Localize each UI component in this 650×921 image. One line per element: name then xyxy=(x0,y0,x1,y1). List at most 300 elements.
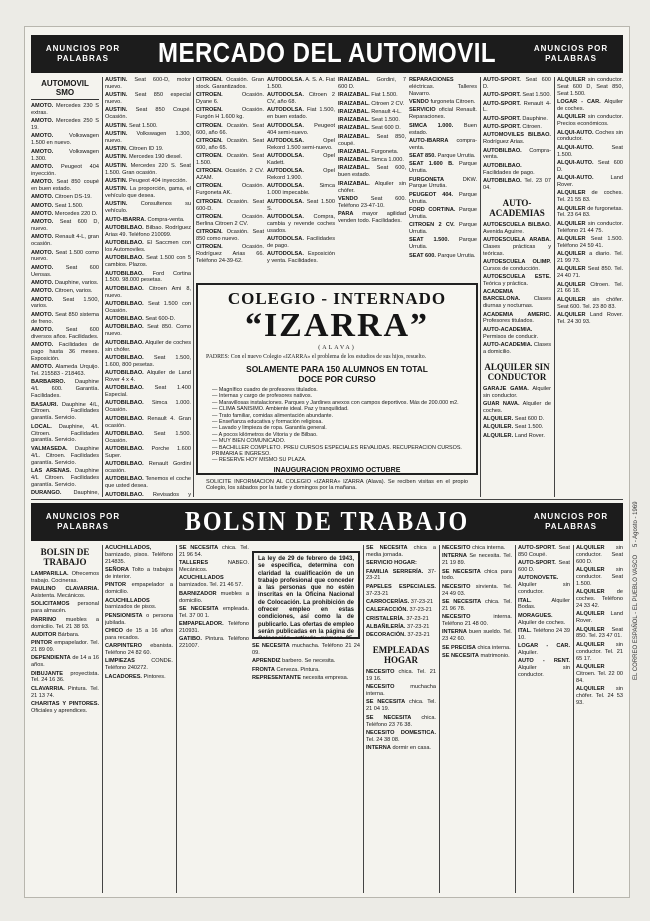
ad-keyword: CITROEN. xyxy=(196,122,223,129)
ad-text: Tolto a trabajos de interior. xyxy=(105,567,173,581)
classified-ad xyxy=(31,571,99,585)
ad-text: proyectista. Tel. 24 16 36. xyxy=(31,670,99,684)
ad-text: Clases a domicilio. xyxy=(483,341,551,355)
ad-keyword: AUTOESCUELA ARABA. xyxy=(483,236,551,243)
ad-keyword: ACADEMIA BARCELONA. xyxy=(483,289,521,303)
ad-keyword: AUTOBILBAO. xyxy=(105,285,144,292)
ad-text: Seat 600. Teléfono 23-47-10. xyxy=(338,195,406,209)
ad-keyword: ACUCHILLADOS xyxy=(179,575,224,582)
ad-text: Seat 1.500. xyxy=(54,202,84,209)
classified-ad xyxy=(31,446,99,467)
classified-ad xyxy=(338,92,406,99)
ad-text: Seat 850, coupé. xyxy=(338,133,406,147)
classified-ad xyxy=(409,177,477,191)
ad-text: Land Rover. xyxy=(557,175,623,189)
banner-side-text: PALABRAS xyxy=(57,54,109,63)
classified-ad xyxy=(442,614,512,628)
banner-side-text: ANUNCIOS POR xyxy=(533,512,609,521)
ley-notice-box: La ley de 29 de febrero de 1943, se especifica, determina con claridad la cualificación de un trabajo profesional que conceder a las personas que no estén inscritas en la Oficina Nacional de Colocación. La prohibición de ofrecer empleo en estas condiciones, así como la de publicarlo. Las ofertas de empleo serán publicadas en la página de xyxy=(252,551,360,639)
banner-side-text: ANUNCIOS POR xyxy=(533,44,609,53)
ad-keyword: SEAT 1.500. xyxy=(409,237,449,244)
classified-ad xyxy=(338,149,406,156)
ad-text: Seat 850 especial nuevo. xyxy=(105,92,191,106)
classified-ad xyxy=(366,569,436,583)
ad-region: (ALAVA) xyxy=(318,345,356,351)
ad-keyword: AMOTO. xyxy=(31,249,54,256)
ad-keyword: ALQUILER xyxy=(557,190,586,197)
ad-text: Seat 1.500. Teléfono 24 59 41. xyxy=(557,235,623,249)
classified-ad xyxy=(196,229,264,243)
ad-keyword: IRAIZABAL. xyxy=(338,125,370,132)
classified-ad xyxy=(557,266,623,280)
classified-ad xyxy=(31,617,99,631)
ad-text: Seat 850 Coupé. Ocasión. xyxy=(105,107,191,121)
colegio-izarra-ad xyxy=(196,283,478,492)
classified-ad xyxy=(576,664,623,685)
ad-text: Mercedes 230 S extras. xyxy=(31,103,99,116)
ad-text: Fiat 1.500, en buen estado. xyxy=(267,107,335,121)
ad-keyword: ALQUILER xyxy=(557,296,586,303)
ad-keyword: APRENDIZ xyxy=(252,658,281,665)
classified-ad xyxy=(338,157,406,164)
classified-ad xyxy=(442,653,512,660)
classified-ad xyxy=(105,582,173,596)
ad-text: Clases prácticas y teóricas. xyxy=(483,243,551,257)
ad-keyword: ALQUILER. xyxy=(483,432,514,439)
classified-ad xyxy=(31,671,99,685)
ad-text: 37-23-21 xyxy=(406,615,429,622)
classified-ad xyxy=(105,674,173,681)
ad-text: Land Rover. xyxy=(576,611,623,625)
classified-ad xyxy=(105,340,191,354)
classified-ad xyxy=(366,730,436,744)
classified-ad xyxy=(483,401,551,415)
classified-ad xyxy=(366,669,436,683)
classified-ad xyxy=(366,584,436,598)
classified-ad xyxy=(196,214,264,228)
ad-keyword: ALQUILER xyxy=(576,641,605,648)
ad-keyword: AUTODOLSA. xyxy=(267,122,304,129)
ad-keyword: MORAGUES. xyxy=(518,612,553,619)
classified-ad xyxy=(31,586,99,600)
ad-text: Revisados y xyxy=(152,491,191,497)
ad-keyword: ALQUILER. xyxy=(483,416,514,423)
ad-text: necesita empresa. xyxy=(302,674,349,681)
ad-keyword: ALQUI-AUTO. xyxy=(557,144,594,151)
classified-ad xyxy=(31,280,99,287)
ad-keyword: AUTODOLSA. xyxy=(267,77,304,83)
ad-feature: — A pocos kilómetros de Vitoria y de Bilbao. xyxy=(212,432,468,438)
classified-ad xyxy=(196,138,264,152)
classified-ad xyxy=(31,490,99,497)
ad-feature: — BACHILLER COMPLETO. PREU CURSOS ESPECIALES REVALIDAS. RECUPERACION CURSOS. PRIMARIA E INGRESO. xyxy=(212,445,468,458)
classified-ad xyxy=(105,255,191,269)
classified-ad xyxy=(366,607,436,614)
ad-text: barnizados de pisos. xyxy=(105,604,157,611)
ad-text: Seat 600 D, nuevo. xyxy=(31,219,99,233)
ad-keyword: SE PRECISA xyxy=(442,644,476,651)
ad-keyword: AMOTO. xyxy=(31,364,54,371)
classified-ad xyxy=(483,77,551,91)
ad-text: Seat 850. Tel. 24 40 71. xyxy=(557,266,623,280)
ad-keyword: REPRESENTANTE xyxy=(252,674,302,681)
ad-keyword: ITAL. xyxy=(518,597,532,604)
classified-ad xyxy=(31,424,99,445)
ad-text: Dauphine, 4/L Citroen. Facilidades garantía. Servicio. xyxy=(31,423,99,444)
ad-text: Alquiler de coches sin chófer. xyxy=(105,339,191,353)
classified-ad xyxy=(105,301,191,315)
ad-keyword: SEAT 1.600 B. xyxy=(409,161,454,168)
classified-ad xyxy=(409,107,477,121)
ad-text: 37-23-21 xyxy=(409,607,432,614)
ad-text: Alquiler de Land Rover 4 x 4. xyxy=(105,370,191,383)
classified-ad xyxy=(105,286,191,300)
classified-ad xyxy=(483,259,551,273)
classified-ad xyxy=(267,168,335,182)
ad-keyword: PAULINO CLAVARRIA. xyxy=(31,586,99,593)
side-caption-date: 5 - Agosto - 1969 xyxy=(633,501,639,548)
ad-column xyxy=(409,77,477,279)
ad-text: Seat 850 Coupé. xyxy=(518,545,570,558)
ad-keyword: TALLERES xyxy=(179,560,209,567)
classified-ad xyxy=(267,183,335,197)
ad-text: Exposición y venta. Facilidades. xyxy=(267,251,335,265)
classified-ad xyxy=(557,99,623,113)
ad-text: Alquiler sin conductor. xyxy=(518,582,570,596)
classified-ad xyxy=(338,196,406,210)
classified-ad xyxy=(179,621,249,635)
ad-feature: — Internas y cargo de profesores nativos. xyxy=(212,393,468,399)
ad-text: Citroen ID 19. xyxy=(128,146,164,153)
ad-text: compra-venta. xyxy=(409,137,477,151)
ad-keyword: LAS ARENAS. xyxy=(31,467,72,474)
ad-text: Ocasión. Seat 600-D. xyxy=(196,198,264,212)
classified-ad xyxy=(483,237,551,258)
ad-keyword: AUSTIN. xyxy=(105,154,128,161)
ad-text: Renault 4-L, gran ocasión. xyxy=(31,234,99,248)
ad-text: Peugeot 404 inyección. xyxy=(128,177,188,184)
classified-ad xyxy=(483,433,551,440)
classified-ad xyxy=(267,92,335,106)
classified-ad xyxy=(31,288,99,295)
ad-keyword: AUTOBILBAO. xyxy=(105,354,144,361)
ad-text: Land Rover. xyxy=(514,432,545,439)
classified-ad xyxy=(105,658,173,672)
ad-text: Mercedes 220 S. Seat 1.500. Gran ocasión. xyxy=(105,162,191,176)
ad-keyword: AMOTO. xyxy=(31,264,54,271)
ad-text: Citroen Ami 8, nuevo. xyxy=(105,285,191,299)
classified-ad xyxy=(105,201,191,215)
classified-ad xyxy=(483,312,551,326)
ad-keyword: AUTOMOVILES BILBAO. xyxy=(483,132,551,139)
ad-keyword: AUTODOLSA. xyxy=(267,168,304,175)
ad-keyword: CHARITAS Y PINTORES. xyxy=(31,700,99,707)
ad-text: Parque Urrutia. xyxy=(409,222,477,236)
banner-side-right xyxy=(519,44,623,64)
ad-column xyxy=(196,77,264,279)
ad-keyword: REPARACIONES xyxy=(409,77,454,83)
ad-text: 37-23-21 xyxy=(366,590,389,597)
classified-ad xyxy=(557,114,623,128)
classified-ad xyxy=(576,545,623,566)
ad-text: Seat 850 sistema de freno. xyxy=(31,311,99,325)
ad-text: oficial Renault. Reparaciones. xyxy=(409,107,477,121)
ad-keyword: SE NECESITA xyxy=(179,605,219,612)
banner-side-text: ANUNCIOS POR xyxy=(45,44,121,53)
classified-ad xyxy=(31,149,99,163)
ad-keyword: CITROEN. xyxy=(196,244,223,251)
ad-keyword: ALQUILER xyxy=(576,626,605,633)
ad-text: Coches sin conductor. xyxy=(557,129,623,143)
ad-keyword: PINTOR xyxy=(31,640,53,647)
classified-ad xyxy=(105,271,191,285)
banner-side-right xyxy=(519,512,623,532)
banner-side-text: ANUNCIOS POR xyxy=(45,512,121,521)
ad-keyword: AUSTIN. xyxy=(105,177,128,184)
ad-keyword: AUTOBILBAO. xyxy=(105,461,144,468)
classified-ad xyxy=(409,161,477,175)
classified-ad xyxy=(576,567,623,588)
classified-ad xyxy=(31,211,99,218)
classified-ad xyxy=(105,77,191,91)
ad-text: de coches. Tel. 21 55 83. xyxy=(557,190,623,204)
classified-ad xyxy=(31,312,99,326)
classified-ad xyxy=(179,545,249,559)
classified-ad xyxy=(483,163,551,177)
ad-text: Ford Cortina 1.500. 98.000 pesetas. xyxy=(105,270,191,284)
ad-keyword: AUTODOLSA. xyxy=(267,137,304,144)
ad-text: Opel Rekord 1.500 semi-nuevo. xyxy=(267,137,335,151)
classified-ad xyxy=(179,606,249,620)
ad-keyword: CHICO xyxy=(105,627,124,634)
column-header: AUTOMOVIL SMO xyxy=(31,79,99,100)
classified-ad xyxy=(409,192,477,206)
ad-inauguracion: INAUGURACION PROXIMO OCTUBRE xyxy=(273,466,401,474)
ad-keyword: AMOTO. xyxy=(31,342,54,349)
classified-ad xyxy=(105,186,191,200)
classified-ad xyxy=(31,234,99,248)
ad-keyword: AUTOBILBAO. xyxy=(105,491,144,497)
classified-ad xyxy=(105,123,191,130)
ad-text: sin conductor. Teléfono 21 44 75. xyxy=(557,220,623,234)
classified-ad xyxy=(31,701,99,715)
ad-title: COLEGIO - INTERNADO xyxy=(227,289,447,308)
ad-keyword: AUTOBILBAO. xyxy=(105,415,144,422)
ad-keyword: SE NECESITA xyxy=(366,699,406,706)
classified-ad xyxy=(557,175,623,189)
classified-ad xyxy=(105,545,173,566)
ad-name: “IZARRA” xyxy=(244,307,430,344)
ad-text: Alquiler sin conductor. xyxy=(483,385,551,399)
ad-keyword: CARROCERÍAS. xyxy=(366,598,410,605)
ad-text: Seat 1.500 con 5 cambios. Plazos. xyxy=(105,255,191,269)
ad-text: Facilidades de pago. xyxy=(267,235,335,249)
ad-text: Ocasión. Seat 850 como nuevo. xyxy=(196,229,264,242)
classified-ad xyxy=(196,92,264,106)
ad-keyword: ALQUILER xyxy=(557,281,586,288)
ad-keyword: AUTO-SPORT. xyxy=(483,100,521,107)
ad-text: Seat 600 D. xyxy=(518,560,570,574)
ad-text: sirvienta. Tel. 24 49 03. xyxy=(442,583,512,597)
classified-ad xyxy=(409,138,477,152)
ad-text: sin conductor. Seat 600 D, Seat 850, Seat 1.500. xyxy=(557,77,623,97)
ad-text: Compra, cambia y revende coches usados. xyxy=(267,213,335,234)
ad-text: 37-23-21 xyxy=(410,598,434,605)
ad-text: Dauphine, xyxy=(73,489,99,496)
ad-keyword: CITROEN. xyxy=(196,107,223,114)
classified-ad xyxy=(366,699,436,713)
ad-keyword: NECESITO xyxy=(442,583,471,590)
classified-ad xyxy=(196,168,264,182)
ad-feature-list xyxy=(206,387,468,464)
ad-text: Simca 1.000. xyxy=(371,157,404,164)
ad-keyword: AUTO-IBARRA xyxy=(409,137,449,144)
classified-ad xyxy=(31,250,99,264)
section-banner-trabajo xyxy=(31,503,623,541)
classified-ad xyxy=(179,575,249,589)
classified-ad xyxy=(31,164,99,178)
classified-ad xyxy=(196,77,264,91)
ad-text: muebles a domicilio. xyxy=(179,590,249,604)
ad-text: 37-23-21 xyxy=(407,632,430,639)
ad-keyword: AUTOESCUELA BILBAO. xyxy=(483,221,551,228)
classified-ad xyxy=(105,385,191,399)
classified-ad xyxy=(557,160,623,174)
ad-keyword: AUTO-SPORT. xyxy=(518,545,556,551)
classified-ad xyxy=(366,684,436,698)
ad-text: Ocasión. Furgoneta AK. xyxy=(196,183,264,197)
classified-ad xyxy=(409,222,477,236)
classified-ad xyxy=(196,123,264,137)
ad-text: Parque Urrutia. xyxy=(409,206,477,220)
ad-text: Parque Urrutia. xyxy=(409,191,477,205)
classified-ad xyxy=(179,560,249,574)
ad-keyword: AUTOBILBAO. xyxy=(105,430,144,437)
classified-ad xyxy=(366,745,436,752)
classified-ad xyxy=(105,225,191,239)
ad-text: de coches. Teléfono 24 33 42. xyxy=(576,589,623,610)
ad-column xyxy=(31,77,99,497)
column-section-header: AUTO-ACADEMIAS xyxy=(489,197,545,218)
ad-text: Ofrecemos trabajo. Cocineras. xyxy=(31,571,99,584)
ad-keyword: CITROEN 2 CV. xyxy=(409,222,455,229)
ad-keyword: AUTOBILBAO. xyxy=(483,147,522,154)
ad-keyword: CITROEN. xyxy=(196,137,223,144)
classified-ad xyxy=(483,92,551,99)
ad-keyword: CARPINTERO xyxy=(105,643,142,650)
ad-text: Renault Gordini ocasión. xyxy=(105,461,191,475)
ad-keyword: ALQUILER xyxy=(576,611,605,618)
banner-side-left xyxy=(31,512,135,532)
ad-text: La proporción, gama, el vehículo que desea. xyxy=(105,186,191,200)
ad-text: a diario. Tel. 21 99 73. xyxy=(557,251,623,265)
classified-ad xyxy=(252,675,360,682)
ad-keyword: AUTODOLSA. xyxy=(267,92,304,99)
banner-side-text: PALABRAS xyxy=(545,54,597,63)
ad-text: Simca 1.000. Ocasión. xyxy=(105,400,191,414)
ad-column xyxy=(518,545,570,893)
banner-side-left xyxy=(31,44,135,64)
classified-ad xyxy=(409,237,477,251)
ad-keyword: VALMASEDA. xyxy=(31,445,68,452)
ad-keyword: INTERNA xyxy=(442,629,467,636)
ad-text: Seat 1.500, 1.600, 800 pesetas. xyxy=(105,354,191,368)
ad-keyword: NECESITO xyxy=(442,614,471,621)
ad-keyword: ACUCHILLADOS, xyxy=(105,545,152,551)
ad-keyword: SERVICIO xyxy=(409,107,436,114)
ad-text: Alquiler Bodas. xyxy=(518,597,570,611)
ad-keyword: SE NECESITA xyxy=(179,545,219,551)
ad-text: Seat 600 D. xyxy=(557,159,623,173)
ad-text: Clases diurnas y nocturnas. xyxy=(483,296,551,310)
ad-text: muebles a domicilio. Tel. 21 38 93. xyxy=(31,616,99,630)
classified-ad xyxy=(31,468,99,489)
classified-ad xyxy=(105,431,191,445)
side-caption-newspaper: EL CORREO ESPAÑOL - EL PUEBLO VASCO xyxy=(633,554,639,680)
ad-keyword: IRAIZABAL. xyxy=(338,165,370,172)
ad-text: Citroen. Tel. 21 66 18. xyxy=(557,281,623,295)
ad-text: Renault 4. Gran ocasión. xyxy=(105,415,191,429)
classified-ad xyxy=(483,124,551,131)
ad-text: Teórica y práctica. xyxy=(483,281,529,288)
ad-text: Alquiler. xyxy=(518,650,538,657)
classified-ad xyxy=(196,244,264,265)
ad-text: Seat 600 D. xyxy=(514,416,545,423)
classified-ad xyxy=(267,251,335,265)
column-header: BOLSIN DE TRABAJO xyxy=(40,547,90,567)
ad-text: Seat 850 coupé en buen estado. xyxy=(31,179,99,192)
ad-text: Bárbara. xyxy=(57,631,80,638)
classified-ad xyxy=(105,628,173,642)
ad-text: Gordini, 7 600 D. xyxy=(338,77,406,90)
ad-text: Seat 1.500. xyxy=(514,424,544,431)
classified-ad xyxy=(267,214,335,235)
ad-keyword: CITROEN. xyxy=(196,168,223,175)
ad-keyword: AUTOBILBAO. xyxy=(105,324,144,331)
ad-feature: — MUY BIEN COMUNICADO. xyxy=(212,438,468,444)
ad-text: Dauphine. xyxy=(522,115,548,122)
ad-keyword: DECORACIÓN. xyxy=(366,632,406,639)
ad-keyword: ACUCHILLADOS xyxy=(105,597,150,604)
ad-text: Cursos de conducción. xyxy=(483,265,540,272)
ad-keyword: AUTOESCUELA ESTE. xyxy=(483,274,551,281)
ad-keyword: AUTO-SPORT. xyxy=(518,560,556,567)
classified-ad xyxy=(267,107,335,121)
ad-text: Oficiales y aprendices. xyxy=(31,707,88,714)
ad-keyword: CITROEN. xyxy=(196,153,223,160)
ad-keyword: AMOTO. xyxy=(31,234,54,241)
ad-text: Citroen 2 CV, año 68. xyxy=(267,92,335,106)
ad-keyword: AMOTO. xyxy=(31,288,54,295)
ad-keyword: ALQUI-AUTO. xyxy=(557,175,594,182)
ad-keyword: CITROEN. xyxy=(196,213,223,220)
classified-ad xyxy=(557,251,623,265)
classified-ad xyxy=(338,109,406,116)
ad-keyword: AMOTO. xyxy=(31,311,54,318)
classified-ad xyxy=(338,165,406,179)
ad-keyword: BASAURI. xyxy=(31,401,59,408)
ad-keyword: AUSTIN. xyxy=(105,162,128,169)
classified-ad xyxy=(338,134,406,148)
banner-side-text: PALABRAS xyxy=(545,522,597,531)
ad-keyword: AUTOBILBAO. xyxy=(105,316,144,323)
ad-text: Ocasión. 2 CV. AZAM. xyxy=(196,168,264,182)
ad-text: Opel Kadett. xyxy=(267,153,335,166)
ad-keyword: AMOTO. xyxy=(31,163,54,170)
ad-keyword: ALQUILER xyxy=(557,220,586,227)
ad-keyword: AMOTO. xyxy=(31,118,54,125)
classified-ad xyxy=(267,77,335,91)
